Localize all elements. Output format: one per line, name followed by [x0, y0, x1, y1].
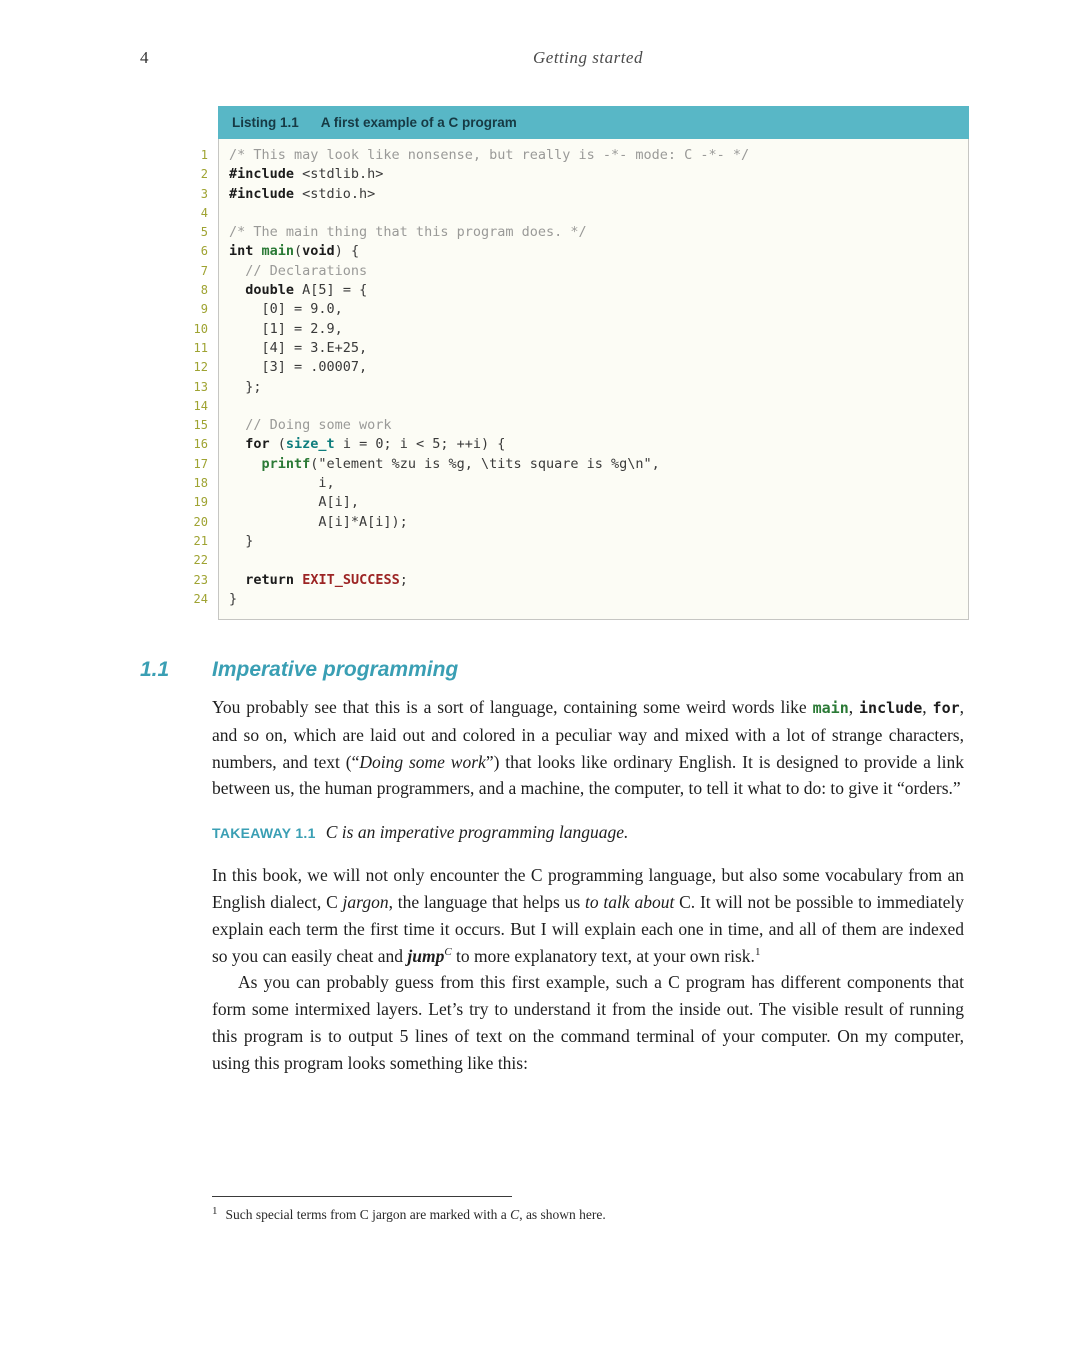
section-title: Imperative programming — [212, 658, 459, 681]
line-number: 14 — [193, 398, 208, 413]
line-number: 17 — [193, 456, 208, 471]
code-line: // Declarations — [229, 262, 368, 279]
code-line: }; — [229, 378, 262, 395]
line-number: 11 — [193, 340, 208, 355]
line-number: 23 — [193, 572, 208, 587]
line-number: 16 — [193, 437, 208, 452]
code-line: /* This may look like nonsense, but really is -*- mode: C -*- */ — [229, 147, 750, 163]
line-number: 12 — [193, 360, 208, 375]
listing-header — [218, 106, 969, 139]
footnote-marker: 1 — [212, 1204, 218, 1217]
code-line: printf("element %zu is %g, \tits square is %g\n", — [261, 455, 660, 472]
takeaway-label: TAKEAWAY 1.1 — [212, 825, 316, 842]
code-line: return EXIT_SUCCESS; — [245, 571, 408, 588]
line-number: 8 — [200, 283, 208, 298]
paragraph: As you can probably guess from this first example, such a C program has different components that form some intermixed layers. Let’s try to understand it from the inside out. The visible result of running this program is to output 5 lines of text on the command terminal of your computer. On my computer, using this program looks something like this: — [212, 972, 964, 1073]
code-line: [1] = 2.9, — [229, 320, 343, 337]
code-line: A[i]*A[i]); — [229, 513, 408, 530]
line-number: 13 — [193, 379, 208, 394]
code-line: [4] = 3.E+25, — [229, 339, 368, 356]
paragraph: You probably see that this is a sort of language, containing some weird words like main, include, for, and so on, which are laid out and colored in a peculiar way and mixed with a lot of strange characters, numbers, and text (“Doing some work”) that looks like ordinary English. It is designed to provide a link between us, the human programmers, and a machine, the computer, to tell it what to do: to give it “orders.” — [212, 697, 965, 799]
code-line: /* The main thing that this program does. */ — [229, 224, 587, 241]
paragraph: In this book, we will not only encounter the C programming language, but also some vocabulary from an English dialect, C jargon, the language that helps us to talk about C. It will not be possible to immediately explain each term the first time it occurs. But I will explain each one in time, and all of them are indexed so you can easily cheat and jump$^C$ to more explanatory text, at your own risk.$^1$ — [212, 865, 964, 966]
code-line: i, — [229, 475, 335, 492]
line-number: 15 — [193, 418, 208, 433]
code-line — [229, 397, 958, 416]
line-number: 7 — [200, 263, 208, 278]
code-line: for (size_t i = 0; i < 5; ++i) { — [245, 436, 506, 453]
code-listing — [183, 106, 969, 620]
page-number: 4 — [140, 48, 149, 67]
code-line — [229, 204, 958, 223]
code-line: } — [229, 532, 254, 549]
takeaway: TAKEAWAY 1.1 C is an imperative programming language. — [212, 822, 629, 843]
line-numbers — [183, 139, 218, 620]
line-number: 18 — [193, 476, 208, 491]
code-line: } — [229, 590, 238, 607]
line-number: 20 — [193, 514, 208, 529]
listing-caption: A first example of a C program — [320, 115, 517, 130]
line-number: 3 — [200, 186, 208, 201]
code-lines — [218, 139, 969, 620]
running-title: Getting started — [533, 48, 643, 67]
line-number: 4 — [200, 205, 208, 220]
code-line: double A[5] = { — [245, 282, 368, 299]
footnote-text: $^1$ Such special terms from C jargon are marked with a C, as shown here. — [212, 1204, 606, 1222]
running-header — [140, 48, 965, 72]
line-number: 10 — [193, 321, 208, 336]
code-line: int main(void) { — [229, 243, 360, 260]
code-line — [229, 551, 958, 570]
section-heading — [140, 658, 965, 682]
line-number: 9 — [200, 302, 208, 317]
line-number: 21 — [193, 533, 208, 548]
footnote-rule — [212, 1196, 512, 1197]
listing-label: Listing 1.1 — [232, 115, 299, 130]
code-line: #include <stdio.h> — [229, 185, 376, 202]
section-number: 1.1 — [140, 658, 170, 681]
code-line: #include <stdlib.h> — [229, 166, 384, 183]
line-number: 24 — [193, 591, 208, 606]
line-number: 6 — [200, 244, 208, 259]
code-line: [0] = 9.0, — [229, 301, 343, 318]
line-number: 22 — [193, 553, 208, 568]
line-number: 19 — [193, 495, 208, 510]
listing-body — [183, 139, 969, 620]
code-line: // Doing some work — [229, 417, 392, 434]
body-content — [212, 694, 964, 1077]
code-line: A[i], — [229, 494, 360, 511]
line-number: 5 — [200, 225, 208, 240]
footnote — [212, 1196, 964, 1224]
line-number: 2 — [200, 167, 208, 182]
line-number: 1 — [200, 148, 208, 162]
code-line: [3] = .00007, — [229, 359, 368, 376]
